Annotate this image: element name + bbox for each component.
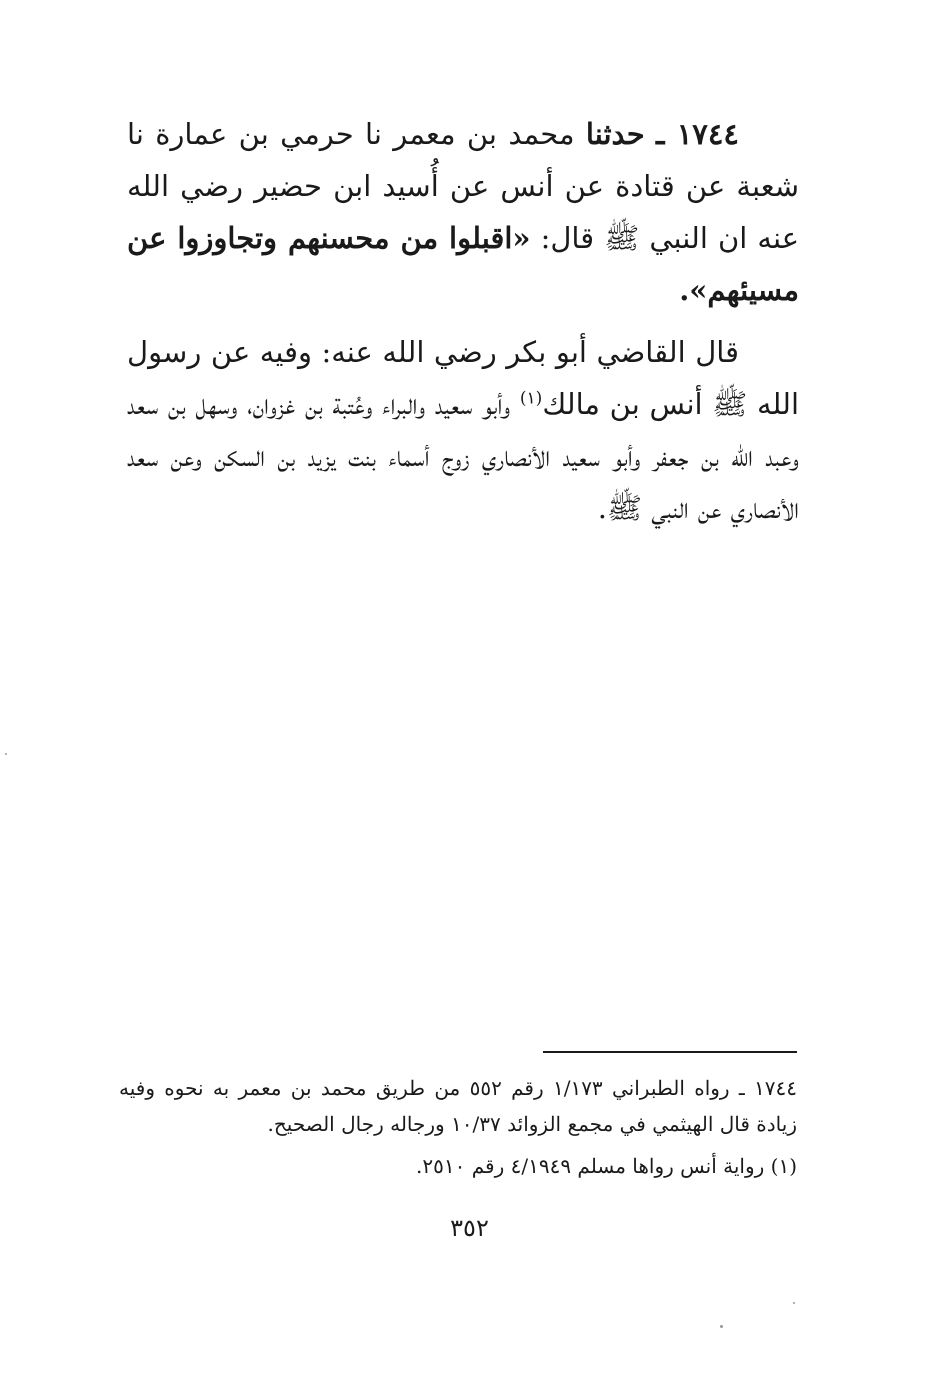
main-text <box>127 108 799 534</box>
footnote-reference: (١) <box>519 388 543 409</box>
commentary-paragraph <box>127 326 799 534</box>
hadith-lead-word: حدثنا <box>585 117 645 151</box>
page-number: ٣٥٢ <box>450 1214 489 1242</box>
hadith-isnad: محمد بن معمر نا حرمي بن عمارة نا شعبة عن قتادة عن أنس عن أُسيد ابن حضير رضي الله عنه ان النبي ﷺ قال: <box>127 117 800 255</box>
footnotes <box>119 1070 797 1184</box>
footnote-1: (١) رواية أنس رواها مسلم ٤/١٩٤٩ رقم ٢٥١٠. <box>416 1154 797 1178</box>
footnote-hadith-source: ١٧٤٤ ـ رواه الطبراني ١/١٧٣ رقم ٥٥٢ من طريق محمد بن معمر به نحوه وفيه زيادة قال الهيثمي في مجمع الزوائد ١٠/٣٧ ورجاله رجال الصحيح. <box>119 1076 798 1136</box>
scan-speck <box>793 1302 795 1304</box>
hadith-paragraph <box>127 108 799 316</box>
commentary-text-start: قال القاضي أبو بكر رضي الله عنه: وفيه عن رسول الله ﷺ أنس بن مالك <box>127 335 800 421</box>
footnote-divider <box>543 1051 797 1053</box>
commentary-text-end: وأبو سعيد والبراء وعُتبة بن غزوان، وسهل بن سعد وعبد الله بن جعفر وأبو سعيد الأنصاري زوج أسماء بنت يزيد بن السكن وعن سعد الأنصاري عن النبي ﷺ. <box>127 387 799 525</box>
hadith-matn: «اقبلوا من محسنهم وتجاوزوا عن مسيئهم». <box>127 221 799 307</box>
scan-speck <box>5 753 7 755</box>
scan-speck <box>720 1325 723 1328</box>
hadith-number: ١٧٤٤ ـ <box>656 117 739 151</box>
